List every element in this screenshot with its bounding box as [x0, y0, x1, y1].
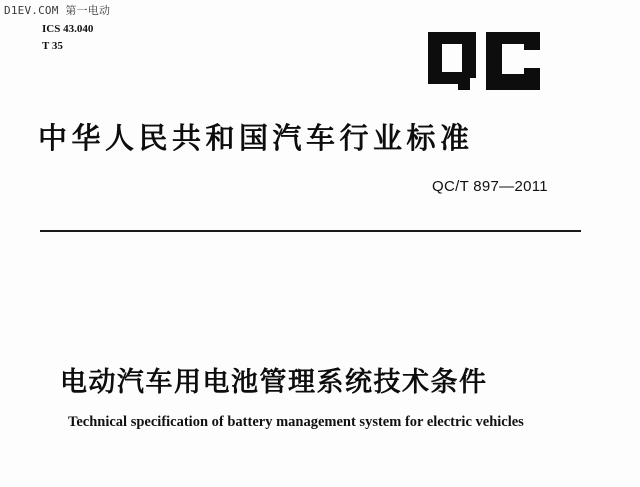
t-code: T 35 — [42, 40, 63, 52]
qc-logo-graphic — [424, 32, 544, 90]
issuer-title: 中华人民共和国汽车行业标准 — [38, 121, 474, 155]
ics-code: ICS 43.040 — [42, 23, 94, 35]
qc-logo-icon — [424, 32, 544, 90]
document-title-english: Technical specification of battery management system for electric vehicles — [68, 414, 524, 430]
horizontal-rule — [40, 230, 581, 232]
document-title-chinese: 电动汽车用电池管理系统技术条件 — [60, 367, 488, 398]
standard-number: QC/T 897—2011 — [432, 178, 548, 195]
site-watermark: D1EV.COM 第一电动 — [4, 4, 111, 17]
